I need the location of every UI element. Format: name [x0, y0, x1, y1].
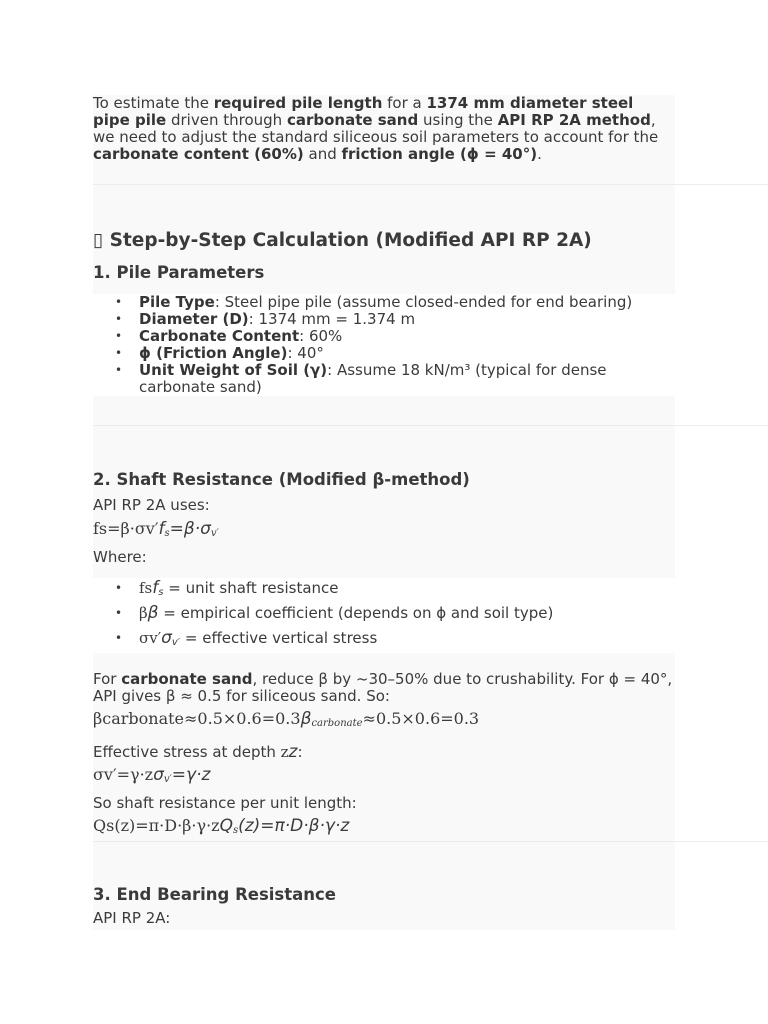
equation-beta-carbonate: $\beta carbonate\approx 0.5\times 0.6=0.3\beta_{carbonate}\approx 0.5\times 0.6=0.3$	[93, 709, 480, 729]
section1-title: 1. Pile Parameters	[93, 263, 265, 282]
list-item: • ϕ (Friction Angle): 40°	[93, 345, 675, 362]
intro-block	[93, 95, 675, 184]
intro-bold-carbonate-sand: carbonate sand	[286, 111, 419, 129]
list-item: • Diameter (D): 1374 mm = 1.374 m	[93, 311, 675, 328]
intro-bold-pile-length: required pile length	[213, 94, 383, 112]
where-text: Where:	[93, 548, 147, 566]
equation-shaft-resistance: $Qs(z)=\pi\cdot D\cdot\beta\cdot\gamma\cdot zQ_s(z)=\pi\cdot D\cdot\beta\cdot\gamma\cdot z$	[93, 816, 350, 836]
equation-effective-stress: $\sigma v'=\gamma\cdot z\sigma_{v'}=\gamma\cdot z$	[93, 765, 211, 785]
list-item: • Carbonate Content: 60%	[93, 328, 675, 345]
list-item: • ββ = empirical coefficient (depends on ϕ and soil type)	[93, 603, 675, 628]
intro-bold-friction-angle: friction angle (ϕ = 40°)	[341, 145, 538, 163]
intro-bold-diameter: 1374 mm diameter steel pipe pile	[93, 94, 634, 129]
carbonate-note: For carbonate sand, reduce β by ~30–50% due to crushability. For ϕ = 40°, API gives β ≈ 0.5 for siliceous sand. So:	[93, 670, 673, 705]
equation-shaft-friction: $fs=\beta\cdot\sigma v'f_s=\beta\cdot\sigma_{v'}$	[93, 519, 219, 539]
list-item: • Unit Weight of Soil (γ): Assume 18 kN/m³ (typical for dense carbonate sand)	[93, 362, 675, 396]
variables-list	[93, 578, 675, 653]
api-end-bearing-text: API RP 2A:	[93, 909, 171, 927]
section2-block	[93, 426, 675, 841]
calculator-icon: ▯	[93, 230, 104, 251]
intro-paragraph: To estimate the required pile length for a 1374 mm diameter steel pipe pile driven through carbonate sand using the API RP 2A method, we need to adjust the standard siliceous soil parameters to account for the carbonate content (60%) and friction angle (ϕ = 40°).	[93, 94, 659, 163]
list-item: • fsf$_s$ = unit shaft resistance	[93, 578, 675, 603]
section2-title: 2. Shaft Resistance (Modified β-method)	[93, 470, 470, 489]
list-item: • $\sigma v'\sigma_{v'}$ = effective vertical stress	[93, 628, 675, 653]
main-heading: ▯ Step-by-Step Calculation (Modified API RP 2A)	[93, 230, 592, 251]
intro-bold-api-method: API RP 2A method	[497, 111, 651, 129]
section3-block	[93, 842, 675, 930]
api-uses-text: API RP 2A uses:	[93, 496, 210, 514]
list-item: • Pile Type: Steel pipe pile (assume closed-ended for end bearing)	[93, 294, 675, 311]
intro-bold-carbonate-content: carbonate content (60%)	[93, 145, 304, 163]
document-content	[93, 95, 675, 930]
section1-block	[93, 185, 675, 425]
shaft-resistance-text: So shaft resistance per unit length:	[93, 794, 357, 812]
pile-parameters-list	[93, 294, 675, 396]
section3-title: 3. End Bearing Resistance	[93, 885, 336, 904]
effective-stress-text: Effective stress at depth zz:	[93, 742, 303, 762]
